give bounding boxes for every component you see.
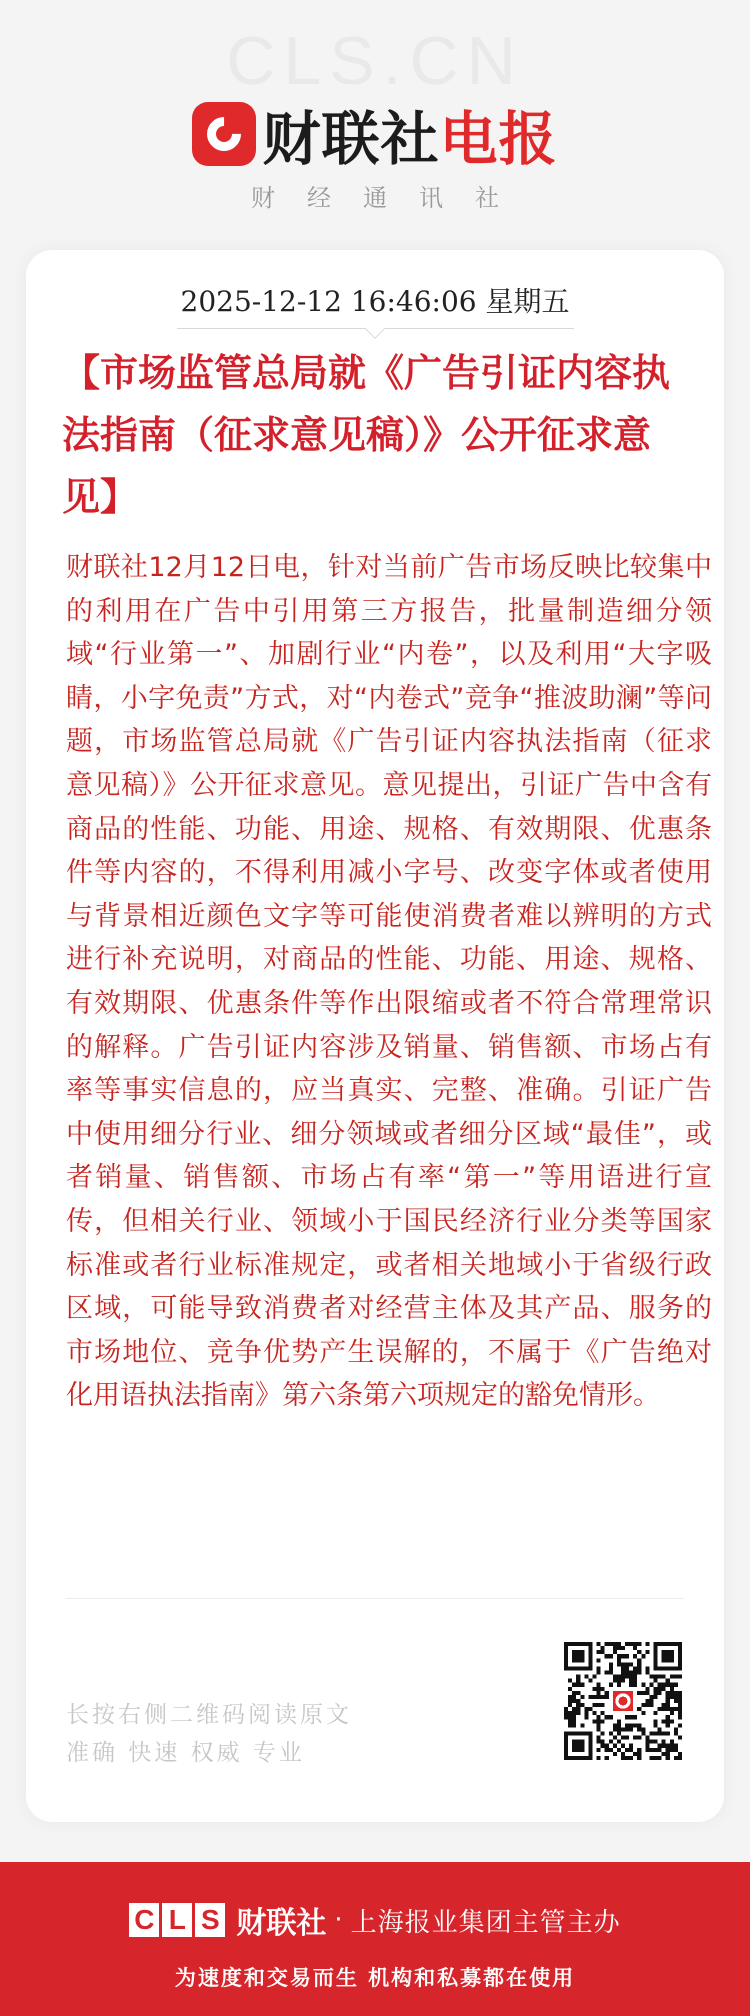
banner-slogan: 为速度和交易而生 机构和私募都在使用 bbox=[174, 1965, 576, 1990]
bottom-banner bbox=[0, 1862, 750, 2016]
brand-name bbox=[262, 92, 557, 176]
banner-brand-name: 财联社 bbox=[236, 1906, 327, 1941]
cls-letter: L bbox=[162, 1903, 192, 1937]
cls-letter: C bbox=[129, 1903, 159, 1937]
article-headline: 【市场监管总局就《广告引证内容执法指南（征求意见稿）》公开征求意见】 bbox=[62, 350, 671, 519]
date-wrap bbox=[26, 280, 724, 329]
date-notch bbox=[365, 319, 385, 339]
header bbox=[0, 0, 750, 230]
qr-hint-text: 长按右侧二维码阅读原文 bbox=[66, 1702, 352, 1728]
watermark: CLS.CN bbox=[226, 23, 524, 99]
article-body: 财联社12月12日电，针对当前广告市场反映比较集中的利用在广告中引用第三方报告，批量制造细分领域“行业第一”、加剧行业“内卷”，以及利用“大字吸睛，小字免责”方式，对“内卷式”竞争“推波助澜”等问题，市场监管总局就《广告引证内容执法指南（征求意见稿）》公开征求意见。意见提出，引证广告中含有商品的性能、功能、用途、规格、有效期限、优惠条件等内容的，不得利用减小字号、改变字体或者使用与背景相近颜色文字等可能使消费者难以辨明的方式进行补充说明，对商品的性能、功能、用途、规格、有效期限、优惠条件等作出限缩或者不符合常理常识的解释。广告引证内容涉及销量、销售额、市场占有率等事实信息的，应当真实、完整、准确。引证广告中使用细分行业、细分领域或者细分区域“最佳”，或者销量、销售额、市场占有率“第一”等用语进行宣传，但相关行业、领域小于国民经济行业分类等国家标准或者行业标准规定，或者相关地域小于省级行政区域，可能导致消费者对经营主体及其产品、服务的市场地位、竞争优势产生误解的，不属于《广告绝对化用语执法指南》第六条第六项规定的豁免情形。 bbox=[66, 552, 712, 1412]
brand-name-black: 财联社 bbox=[262, 105, 440, 173]
brand-subtitle: 财经通讯社 bbox=[251, 184, 531, 212]
publish-datetime bbox=[177, 280, 574, 329]
tagline-text: 准确 快速 权威 专业 bbox=[66, 1740, 305, 1766]
brand bbox=[0, 92, 750, 176]
qr-code-icon[interactable] bbox=[564, 1642, 682, 1760]
publish-datetime-text: 2025-12-12 16:46:06 星期五 bbox=[180, 285, 570, 318]
article-card bbox=[26, 250, 724, 1822]
cls-letter: S bbox=[195, 1903, 225, 1937]
banner-brand-row bbox=[0, 1898, 750, 1942]
footer-hint bbox=[66, 1696, 352, 1772]
cls-logo-icon bbox=[192, 102, 256, 166]
banner-separator: · bbox=[334, 1905, 343, 1935]
divider bbox=[66, 1598, 684, 1599]
brand-name-red: 电报 bbox=[439, 105, 558, 173]
banner-organization: 上海报业集团主管主办 bbox=[350, 1907, 621, 1938]
cls-logo-box bbox=[129, 1903, 228, 1937]
